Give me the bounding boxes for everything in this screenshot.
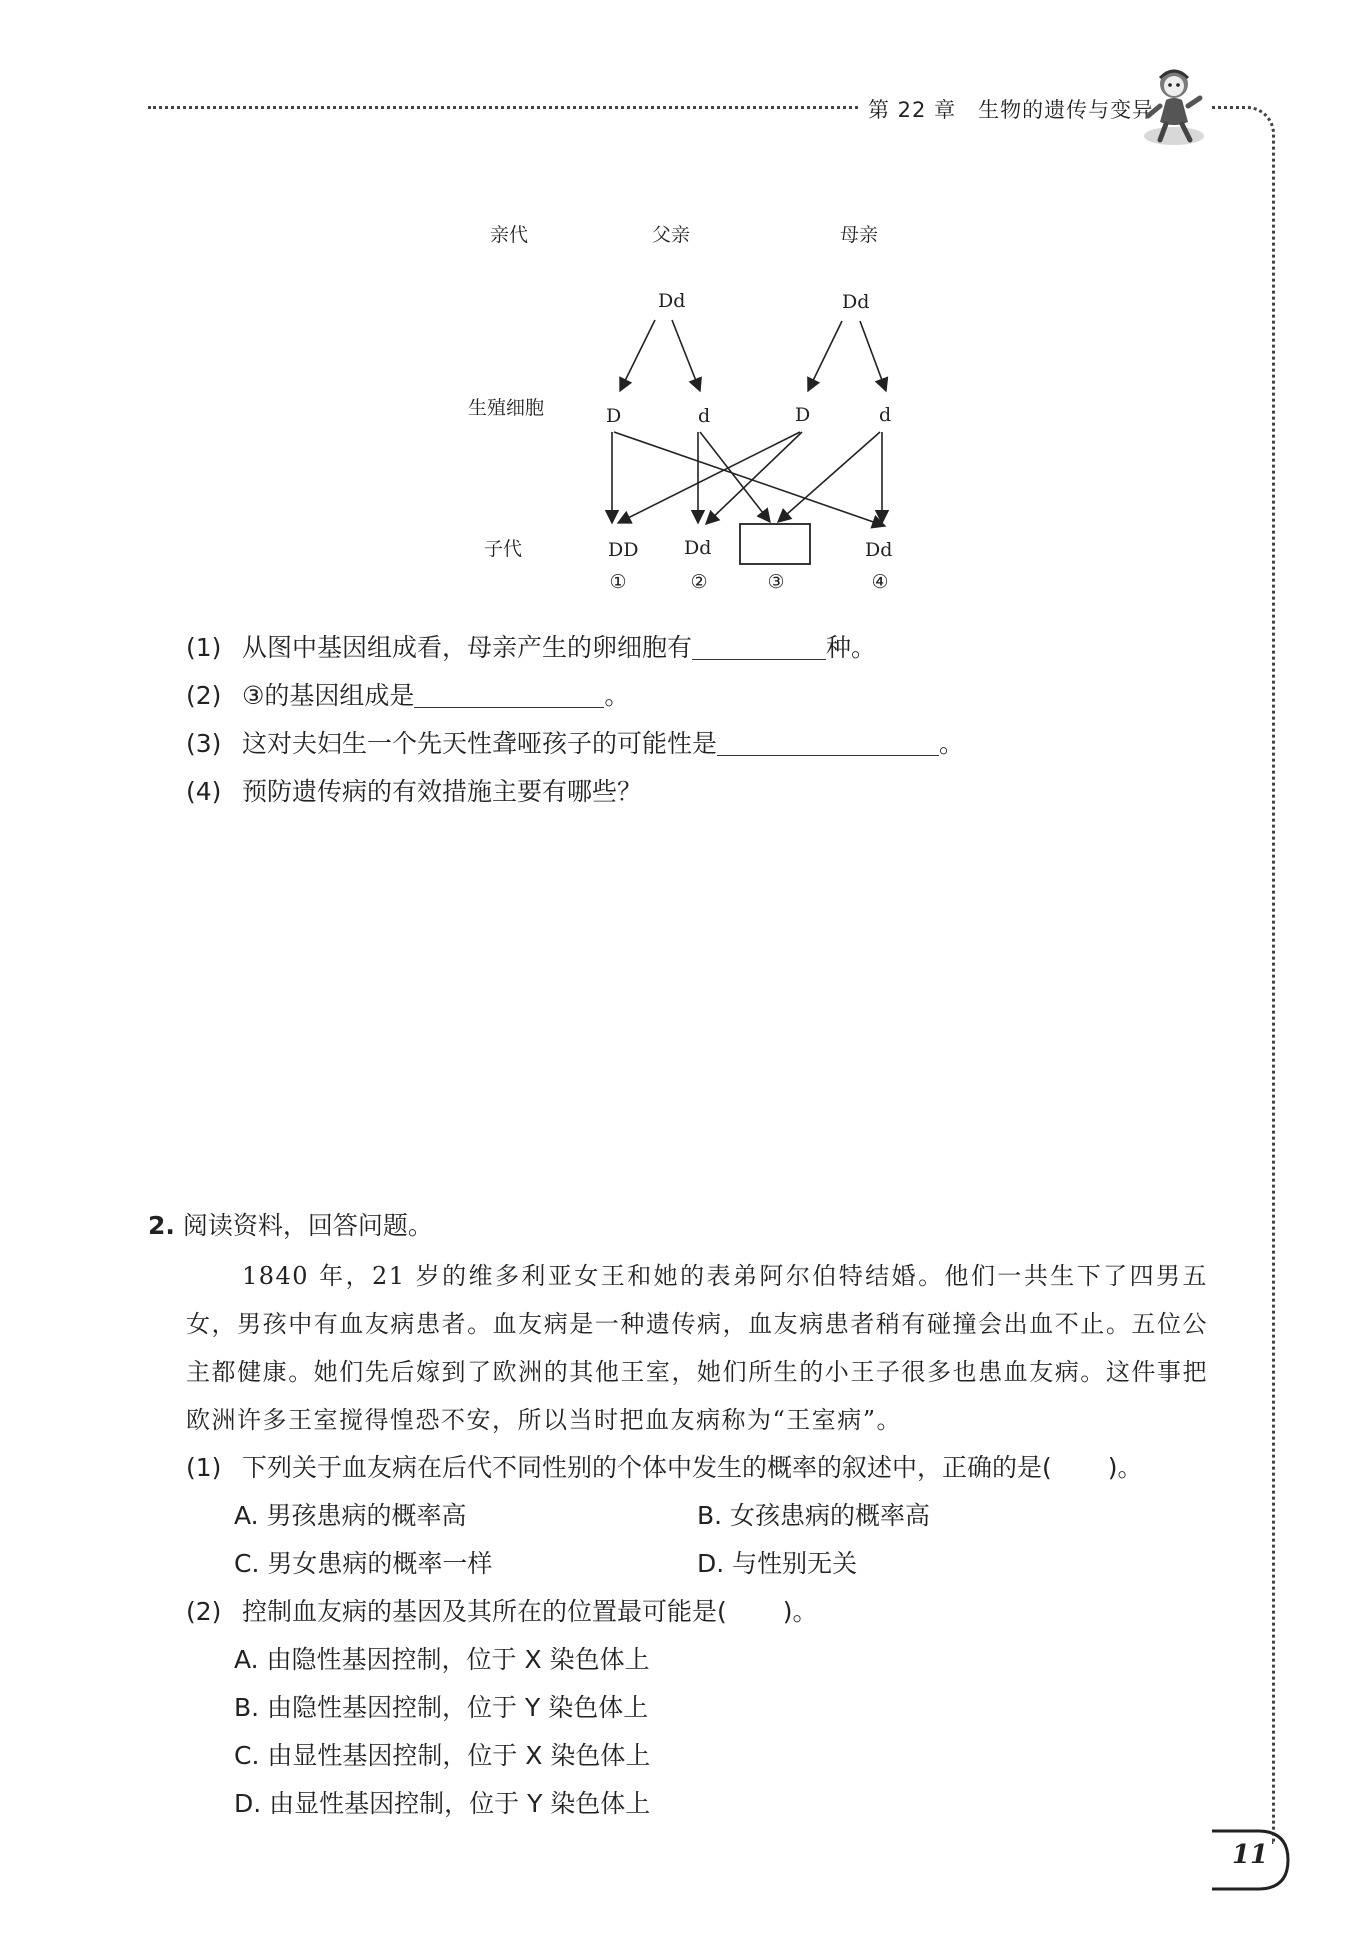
offspring-4: Dd	[865, 539, 893, 561]
gamete-father-2: d	[698, 405, 711, 427]
offspring-marker-3: ③	[767, 571, 785, 593]
q1-item-4	[186, 772, 642, 808]
q2-heading	[148, 1206, 433, 1242]
genetic-cross-diagram	[0, 0, 1350, 620]
q1-item-2-number: (2)	[186, 681, 222, 710]
q1-item-3-number: (3)	[186, 729, 222, 758]
q1-item-3-suffix: 。	[939, 729, 965, 758]
gamete-father-1: D	[606, 405, 622, 427]
mother-genotype: Dd	[842, 291, 870, 313]
q1-item-4-number: (4)	[186, 777, 222, 806]
q2-sub2-option-d[interactable]: D. 由显性基因控制，位于 Y 染色体上	[234, 1789, 651, 1818]
q1-item-2	[186, 676, 629, 712]
q1-item-2-blank[interactable]	[414, 682, 604, 708]
q2-sub1-close: )。	[1107, 1453, 1143, 1482]
gamete-mother-1: D	[795, 404, 811, 426]
q2-sub2	[186, 1592, 818, 1628]
offspring-2: Dd	[684, 537, 712, 559]
father-genotype: Dd	[658, 290, 686, 312]
q2-sub2-option-c[interactable]: C. 由显性基因控制，位于 X 染色体上	[234, 1741, 651, 1770]
offspring-marker-1: ①	[609, 571, 627, 593]
offspring-marker-4: ④	[871, 571, 889, 593]
row-label-parents: 亲代	[490, 224, 529, 246]
q2-sub1-option-d[interactable]: D. 与性别无关	[697, 1549, 858, 1578]
q2-title: 阅读资料，回答问题。	[182, 1211, 433, 1240]
q2-sub1-option-a[interactable]: A. 男孩患病的概率高	[234, 1501, 467, 1530]
mother-label: 母亲	[840, 224, 879, 246]
offspring-1: DD	[608, 539, 639, 561]
q1-item-1	[186, 628, 876, 664]
offspring-marker-2: ②	[690, 571, 708, 593]
q2-sub2-option-b[interactable]: B. 由隐性基因控制，位于 Y 染色体上	[234, 1693, 649, 1722]
diagram-arrows	[612, 320, 886, 526]
q1-item-3-blank[interactable]	[717, 730, 939, 756]
page-number: 11	[1231, 1840, 1269, 1870]
row-label-offspring: 子代	[484, 538, 523, 560]
q1-item-1-suffix: 种。	[826, 633, 877, 662]
q2-sub2-option-a[interactable]: A. 由隐性基因控制，位于 X 染色体上	[234, 1645, 650, 1674]
q2-sub2-close: )。	[782, 1597, 818, 1626]
q1-item-2-text: ③的基因组成是	[242, 681, 415, 710]
q2-sub1-number: (1)	[186, 1453, 222, 1482]
q1-item-1-number: (1)	[186, 633, 222, 662]
q2-sub1-option-b[interactable]: B. 女孩患病的概率高	[697, 1501, 931, 1530]
q2-sub2-text: 控制血友病的基因及其所在的位置最可能是(	[242, 1597, 727, 1626]
q2-sub2-number: (2)	[186, 1597, 222, 1626]
q2-number: 2.	[148, 1211, 175, 1240]
q2-sub1-option-c[interactable]: C. 男女患病的概率一样	[234, 1549, 493, 1578]
q1-item-3-text: 这对夫妇生一个先天性聋哑孩子的可能性是	[242, 729, 718, 758]
q1-item-1-text: 从图中基因组成看，母亲产生的卵细胞有	[242, 633, 693, 662]
offspring-3-answer-box	[740, 524, 810, 564]
gamete-mother-2: d	[879, 404, 892, 426]
chapter-number: 第 22 章	[868, 98, 957, 122]
row-label-germ-cells: 生殖细胞	[468, 397, 545, 419]
q1-item-1-blank[interactable]	[692, 634, 826, 660]
q2-sub1-text: 下列关于血友病在后代不同性别的个体中发生的概率的叙述中，正确的是(	[242, 1453, 1052, 1482]
q1-item-3	[186, 724, 964, 760]
q2-sub1	[186, 1448, 1143, 1484]
q2-passage: 1840 年，21 岁的维多利亚女王和她的表弟阿尔伯特结婚。他们一共生下了四男五女，男孩中有血友病患者。血友病是一种遗传病，血友病患者稍有碰撞会出血不止。五位公主都健康。她们先后嫁到了欧洲的其他王室，她们所生的小王子很多也患血友病。这件事把欧洲许多王室搅得惶恐不安，所以当时把血友病称为“王室病”。	[186, 1262, 1208, 1434]
father-label: 父亲	[652, 224, 691, 246]
chapter-title: 生物的遗传与变异	[978, 98, 1155, 122]
q1-item-4-text: 预防遗传病的有效措施主要有哪些？	[242, 777, 643, 806]
q1-item-2-suffix: 。	[604, 681, 630, 710]
